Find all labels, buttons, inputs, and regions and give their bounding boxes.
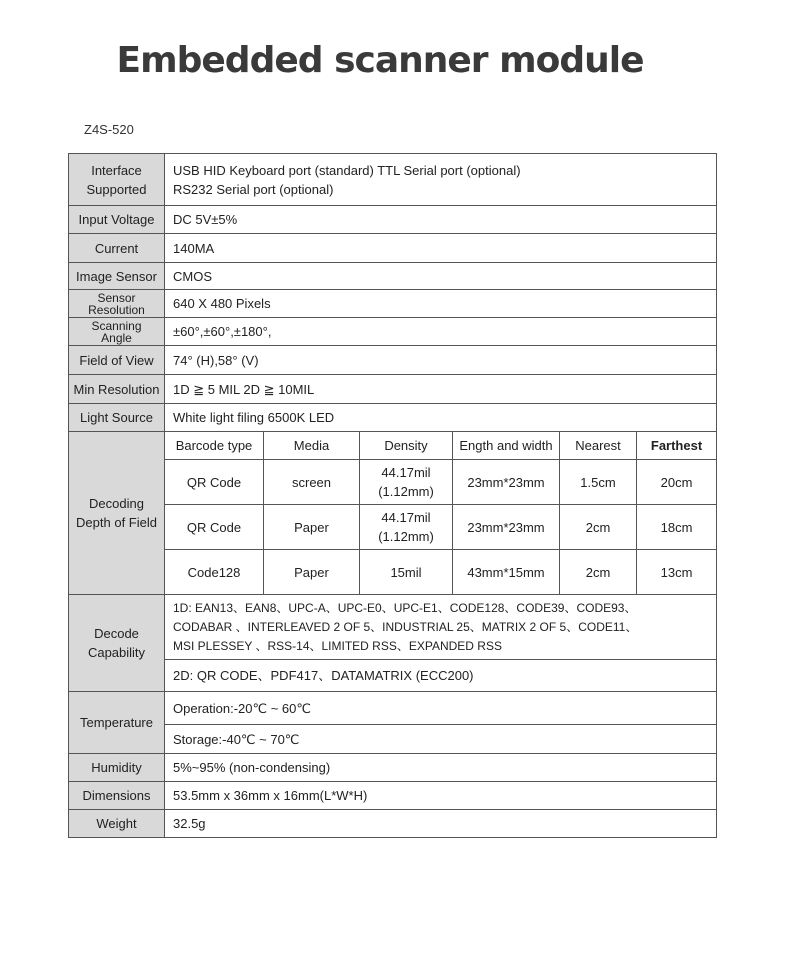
value-decode-2d: 2D: QR CODE、PDF417、DATAMATRIX (ECC200) [165,660,717,692]
row-decode-2d [69,660,717,692]
value-fov: 74° (H),58° (V) [165,346,717,375]
depth-farthest: 13cm [637,550,717,595]
label-minres: Min Resolution [69,375,165,404]
depth-header-size: Ength and width [453,432,560,460]
depth-farthest: 18cm [637,505,717,550]
model-number: Z4S-520 [84,122,134,137]
row-voltage [69,206,717,234]
depth-media: screen [264,460,360,505]
depth-density [360,505,453,550]
label-angle [69,318,165,346]
depth-header-type: Barcode type [165,432,264,460]
label-current: Current [69,234,165,263]
value-interface-line2: RS232 Serial port (optional) [173,181,334,197]
label-dimensions: Dimensions [69,782,165,810]
label-fov: Field of View [69,346,165,375]
row-dimensions [69,782,717,810]
row-interface [69,154,717,206]
label-light: Light Source [69,404,165,432]
depth-row [69,505,717,550]
value-humidity: 5%~95% (non-condensing) [165,754,717,782]
value-dimensions: 53.5mm x 36mm x 16mm(L*W*H) [165,782,717,810]
value-decode-1d [165,595,717,660]
depth-density: 15mil [360,550,453,595]
value-minres: 1D ≧ 5 MIL 2D ≧ 10MIL [165,375,717,404]
depth-size: 23mm*23mm [453,460,560,505]
depth-type: Code128 [165,550,264,595]
depth-size: 43mm*15mm [453,550,560,595]
row-fov [69,346,717,375]
row-resolution [69,290,717,318]
row-angle [69,318,717,346]
label-weight: Weight [69,810,165,838]
depth-row [69,550,717,595]
label-interface-line2: Supported [86,181,147,197]
label-decode [69,595,165,692]
row-decode-1d [69,595,717,660]
depth-row [69,460,717,505]
label-depth-line2: Depth of Field [76,515,157,530]
depth-media: Paper [264,550,360,595]
label-interface-line1: Interface [91,162,142,178]
value-light: White light filing 6500K LED [165,404,717,432]
value-interface-line1: USB HID Keyboard port (standard) TTL Serial port (optional) [173,162,521,178]
label-angle-line1: Scanning [91,318,142,333]
depth-type: QR Code [165,505,264,550]
label-resolution-line2: Resolution [88,302,145,317]
label-angle-line2: Angle [101,330,132,345]
row-temp-operation [69,692,717,725]
label-humidity: Humidity [69,754,165,782]
label-resolution-line1: Sensor [97,290,136,305]
depth-nearest: 2cm [560,505,637,550]
depth-density [360,460,453,505]
row-humidity [69,754,717,782]
depth-type: QR Code [165,460,264,505]
row-temp-storage [69,725,717,754]
depth-header-nearest: Nearest [560,432,637,460]
depth-nearest: 1.5cm [560,460,637,505]
row-minres [69,375,717,404]
decode-1d-line2: CODABAR 、INTERLEAVED 2 OF 5、INDUSTRIAL 25、MATRIX 2 OF 5、CODE11、 [173,619,638,634]
row-current [69,234,717,263]
depth-header-media: Media [264,432,360,460]
label-depth-line1: Decoding [89,496,144,511]
label-decode-line1: Decode [94,626,139,641]
depth-size: 23mm*23mm [453,505,560,550]
label-sensor: Image Sensor [69,263,165,290]
decode-1d-line3: MSI PLESSEY 、RSS-14、LIMITED RSS、EXPANDED RSS [173,638,502,653]
depth-header-farthest: Farthest [637,432,717,460]
label-decode-line2: Capability [87,645,146,660]
depth-media: Paper [264,505,360,550]
row-light [69,404,717,432]
label-voltage: Input Voltage [69,206,165,234]
decode-1d-line1: 1D: EAN13、EAN8、UPC-A、UPC-E0、UPC-E1、CODE128、CODE39、CODE93、 [173,600,637,615]
depth-farthest: 20cm [637,460,717,505]
depth-density-line1: 44.17mil [381,465,431,480]
depth-header-row [69,432,717,460]
depth-density-line2: (1.12mm) [378,484,434,499]
label-temperature: Temperature [69,692,165,754]
label-interface [69,154,165,206]
spec-table [68,153,717,838]
value-current: 140MA [165,234,717,263]
value-resolution: 640 X 480 Pixels [165,290,717,318]
value-interface [165,154,717,206]
depth-nearest: 2cm [560,550,637,595]
row-sensor [69,263,717,290]
value-voltage: DC 5V±5% [165,206,717,234]
value-sensor: CMOS [165,263,717,290]
row-weight [69,810,717,838]
page-title: Embedded scanner module [116,40,644,81]
depth-density-line1: 44.17mil [381,510,431,525]
value-temp-storage: Storage:-40℃ ~ 70℃ [165,725,717,754]
value-temp-operation: Operation:-20℃ ~ 60℃ [165,692,717,725]
depth-header-density: Density [360,432,453,460]
label-resolution [69,290,165,318]
label-depth [69,432,165,595]
depth-density-line2: (1.12mm) [378,529,434,544]
value-angle: ±60°,±60°,±180°, [165,318,717,346]
value-weight: 32.5g [165,810,717,838]
